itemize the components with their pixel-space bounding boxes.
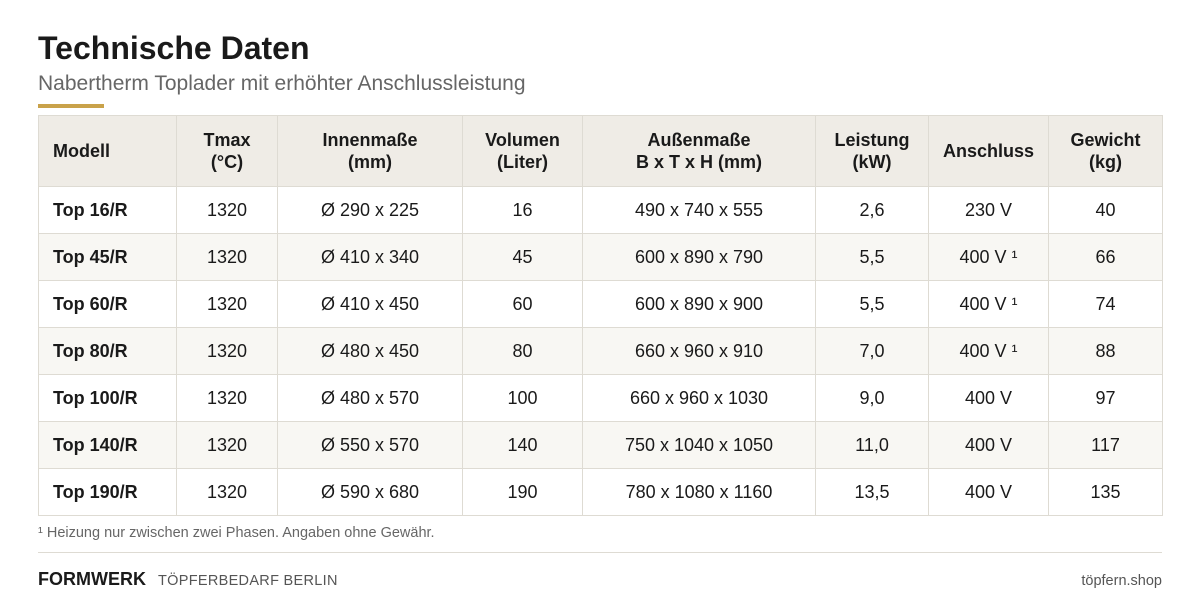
column-header-line: Leistung [834, 130, 910, 150]
table-cell: 45 [463, 234, 583, 281]
table-cell: 5,5 [816, 281, 929, 328]
table-cell: 660 x 960 x 910 [583, 328, 816, 375]
table-cell: Ø 410 x 340 [278, 234, 463, 281]
brand-tagline: TÖPFERBEDARF BERLIN [158, 573, 338, 589]
table-cell: 490 x 740 x 555 [583, 187, 816, 234]
model-cell: Top 16/R [39, 187, 177, 234]
table-cell: 1320 [177, 328, 278, 375]
column-header-line: (kW) [852, 152, 892, 172]
column-header [39, 116, 177, 187]
table-cell: Ø 590 x 680 [278, 469, 463, 516]
table-cell: 140 [463, 422, 583, 469]
table-cell: 400 V ¹ [929, 328, 1049, 375]
table-cell: 7,0 [816, 328, 929, 375]
model-cell: Top 100/R [39, 375, 177, 422]
column-header [463, 116, 583, 187]
column-header [278, 116, 463, 187]
table-row [39, 281, 1163, 328]
column-header-line: (°C) [210, 152, 244, 172]
table-cell: 135 [1049, 469, 1163, 516]
table-cell: 16 [463, 187, 583, 234]
table-cell: 750 x 1040 x 1050 [583, 422, 816, 469]
model-cell: Top 45/R [39, 234, 177, 281]
table-cell: 400 V ¹ [929, 281, 1049, 328]
table-cell: Ø 480 x 570 [278, 375, 463, 422]
table-cell: 1320 [177, 281, 278, 328]
model-cell: Top 60/R [39, 281, 177, 328]
table-cell: 1320 [177, 234, 278, 281]
specs-table [38, 115, 1163, 516]
column-header-line: Gewicht [1070, 130, 1141, 150]
table-cell: 1320 [177, 187, 278, 234]
table-cell: 400 V ¹ [929, 234, 1049, 281]
column-header [816, 116, 929, 187]
table-cell: 400 V [929, 375, 1049, 422]
column-header [177, 116, 278, 187]
table-cell: 40 [1049, 187, 1163, 234]
table-cell: 117 [1049, 422, 1163, 469]
footnote: ¹ Heizung nur zwischen zwei Phasen. Angaben ohne Gewähr. [38, 525, 435, 541]
table-cell: 88 [1049, 328, 1163, 375]
column-header [583, 116, 816, 187]
table-row [39, 422, 1163, 469]
page-subtitle: Nabertherm Toplader mit erhöhter Anschlussleistung [38, 72, 526, 95]
column-header-line: Innenmaße [322, 130, 418, 150]
table-cell: 400 V [929, 422, 1049, 469]
footer-divider [38, 552, 1162, 553]
table-cell: 230 V [929, 187, 1049, 234]
column-header-line: Außenmaße [647, 130, 751, 150]
table-cell: 660 x 960 x 1030 [583, 375, 816, 422]
title-accent-bar [38, 104, 104, 108]
model-cell: Top 190/R [39, 469, 177, 516]
table-cell: 74 [1049, 281, 1163, 328]
table-row [39, 328, 1163, 375]
table-cell: 60 [463, 281, 583, 328]
table-header [39, 116, 1163, 187]
header-row [39, 116, 1163, 187]
table-cell: 97 [1049, 375, 1163, 422]
table-cell: 1320 [177, 422, 278, 469]
table-cell: 9,0 [816, 375, 929, 422]
table-cell: 190 [463, 469, 583, 516]
model-cell: Top 80/R [39, 328, 177, 375]
table-cell: 13,5 [816, 469, 929, 516]
column-header-line: (mm) [348, 152, 392, 172]
column-header [1049, 116, 1163, 187]
table-cell: 100 [463, 375, 583, 422]
table-row [39, 187, 1163, 234]
column-header-line: Tmax [203, 130, 251, 150]
table-cell: 80 [463, 328, 583, 375]
column-header-line: B x T x H (mm) [635, 152, 763, 172]
table-cell: 2,6 [816, 187, 929, 234]
table-cell: 1320 [177, 469, 278, 516]
table-cell: 5,5 [816, 234, 929, 281]
table-row [39, 469, 1163, 516]
column-header-line: Anschluss [942, 141, 1035, 161]
table-cell: Ø 290 x 225 [278, 187, 463, 234]
column-header-line: (Liter) [497, 152, 548, 172]
table-cell: 11,0 [816, 422, 929, 469]
table-row [39, 234, 1163, 281]
table-cell: 400 V [929, 469, 1049, 516]
site-link[interactable]: töpfern.shop [1081, 573, 1162, 589]
brand-name: FORMWERK [38, 569, 146, 589]
column-header-line: Volumen [485, 130, 560, 150]
table-cell: 66 [1049, 234, 1163, 281]
table-cell: 1320 [177, 375, 278, 422]
table-cell: Ø 410 x 450 [278, 281, 463, 328]
table-cell: 600 x 890 x 790 [583, 234, 816, 281]
column-header-line: Modell [53, 141, 110, 161]
column-header-line: (kg) [1089, 152, 1122, 172]
table-cell: 600 x 890 x 900 [583, 281, 816, 328]
column-header [929, 116, 1049, 187]
model-cell: Top 140/R [39, 422, 177, 469]
table-cell: Ø 550 x 570 [278, 422, 463, 469]
table-row [39, 375, 1163, 422]
table-body [39, 187, 1163, 516]
table-cell: Ø 480 x 450 [278, 328, 463, 375]
page-title: Technische Daten [38, 30, 310, 66]
table-cell: 780 x 1080 x 1160 [583, 469, 816, 516]
